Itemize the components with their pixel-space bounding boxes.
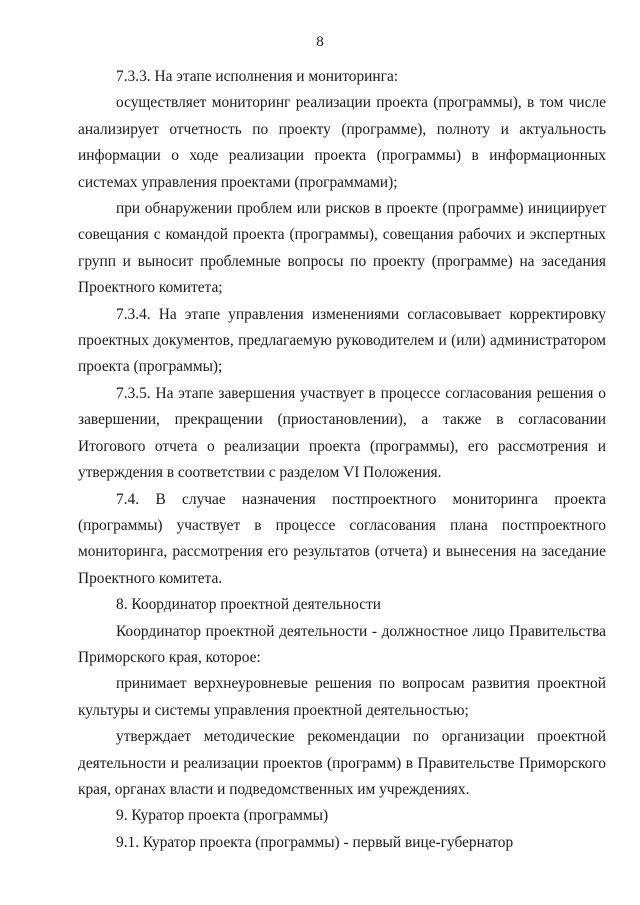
paragraph-coordinator-decisions: принимает верхнеуровневые решения по вопросам развития проектной культуры и системы управления проектной деятельностью; [78,675,606,719]
document-body [78,64,606,856]
page-number: 8 [316,34,324,50]
paragraph-coordinator-definition: Координатор проектной деятельности - должностное лицо Правительства Приморского края, которое: [78,622,606,666]
paragraph-7-3-3-heading: 7.3.3. На этапе исполнения и мониторинга: [116,68,399,85]
section-heading-8: 8. Координатор проектной деятельности [116,596,382,614]
paragraph-7-3-5: 7.3.5. На этапе завершения участвует в процессе согласования решения о завершении, прекращении (приостановлении), а также в согласовании Итогового отчета о реализации проекта (программы), его рассмотрения и утверждения в соответствии с разделом VI Положения. [78,384,606,482]
paragraph-7-4: 7.4. В случае назначения постпроектного мониторинга проекта (программы) участвует в процессе согласования плана постпроектного мониторинга, рассмотрения его результатов (отчета) и вынесения на заседание Проектного комитета. [78,490,606,587]
paragraph-7-3-4: 7.3.4. На этапе управления изменениями согласовывает корректировку проектных документов, предлагаемую руководителем и (или) администратором проекта (программы); [78,305,606,376]
paragraph-problems-risks: при обнаружении проблем или рисков в проекте (программе) инициирует совещания с командой проекта (программы), совещания рабочих и экспертных групп и выносит проблемные вопросы по проекту (программе) на заседания Проектного комитета; [78,200,606,297]
paragraph-coordinator-methodology: утверждает методические рекомендации по организации проектной деятельности и реализации проектов (программ) в Правительстве Приморского края, органах власти и подведомственных им учреждениях. [78,728,606,798]
paragraph-9-1: 9.1. Куратор проекта (программы) - первый вице-губернатор [116,833,514,851]
paragraph-monitoring: осуществляет мониторинг реализации проекта (программы), в том числе анализирует отчетность по проекту (программе), полноту и актуальность информации о ходе реализации проекта (программы) в информационных системах управления проектами (программами); [78,94,606,191]
section-heading-9: 9. Куратор проекта (программы) [116,807,329,825]
